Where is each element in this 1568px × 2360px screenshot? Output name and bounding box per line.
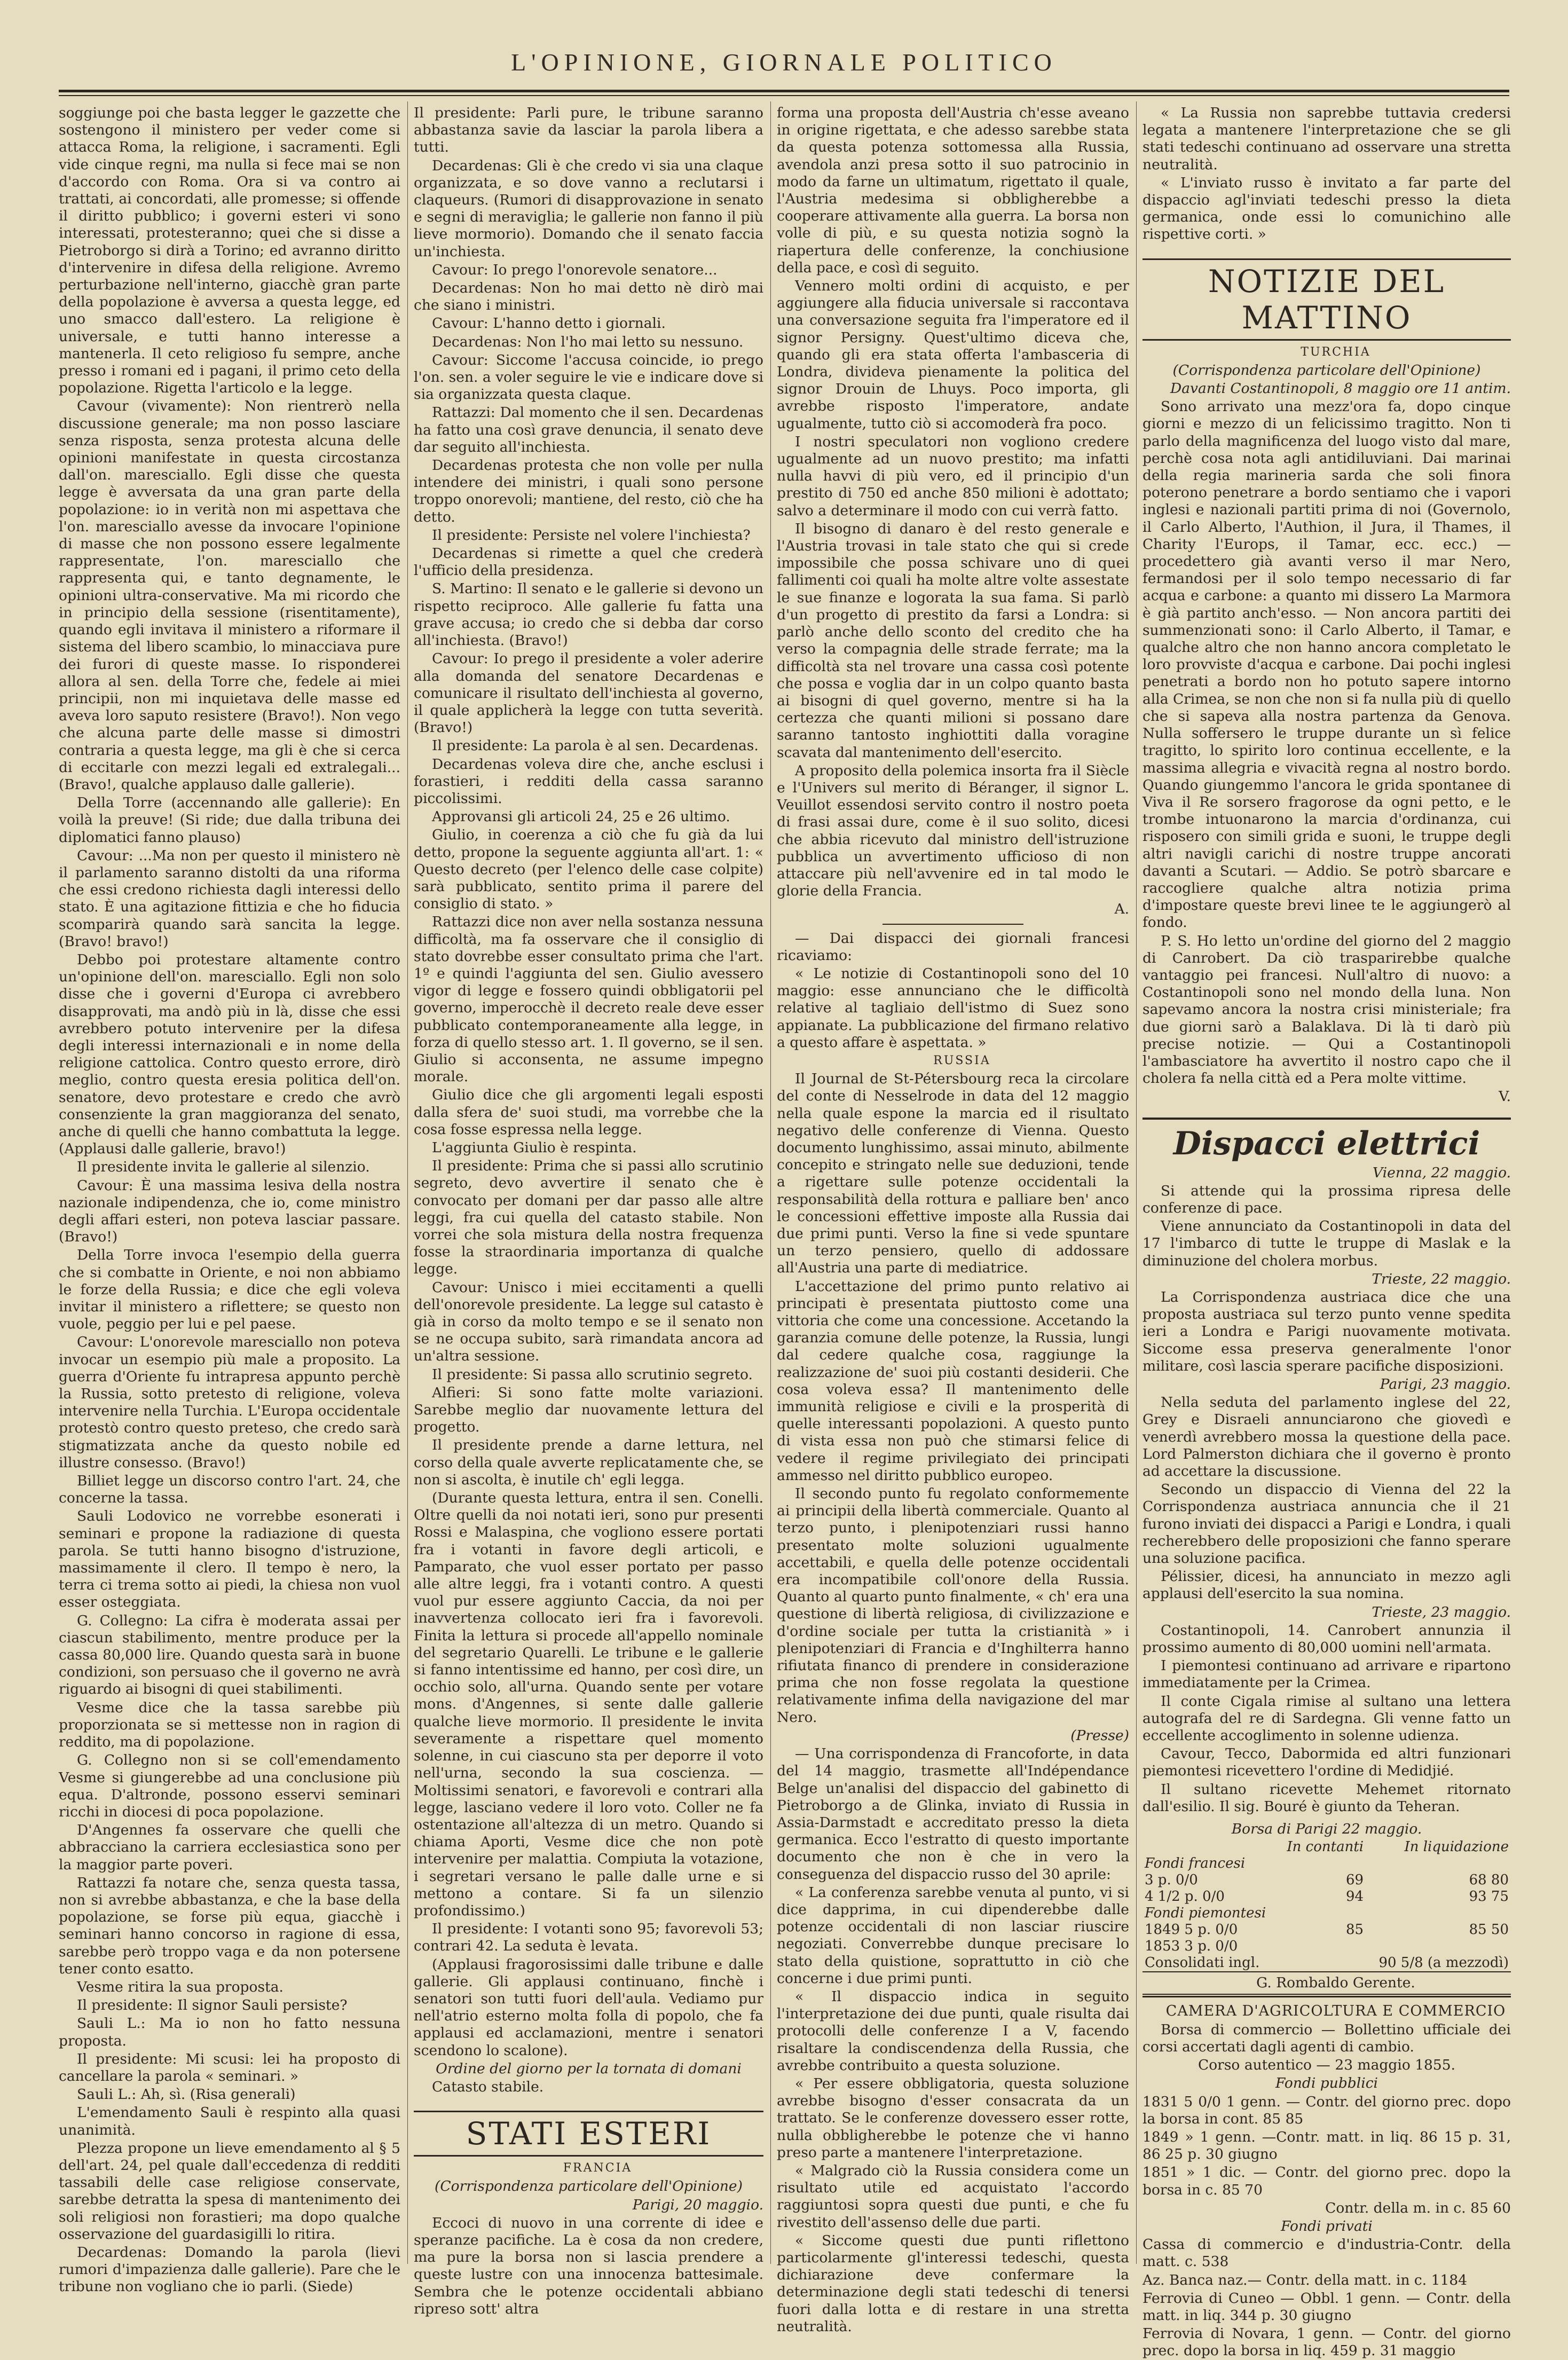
paragraph: Giulio dice che gli argomenti legali esposti dalla sfera de' suoi studi, ma vorrebbe che la cosa fosse espressa nella legge. bbox=[414, 1087, 763, 1138]
paragraph: « Siccome questi due punti riflettono particolarmente gl'interessi tedeschi, questa dichiarazione deve confermare la determinazione degli stati tedeschi di tenersi fuori dalla lotta e di restare in una stretta neutralità. bbox=[777, 2232, 1129, 2335]
paragraph: Decardenas: Non ho mai detto nè dirò mai che siano i ministri. bbox=[414, 280, 763, 314]
paragraph: Decardenas voleva dire che, anche esclusi i forastieri, i redditi della cassa saranno piccolissimi. bbox=[414, 756, 763, 807]
paragraph: A proposito della polemica insorta fra il Siècle e l'Univers sul merito di Béranger, il signor L. Veuillot essendosi servito contro il nostro poeta di frasi assai dure, come è il suo solito, dicesi che abbia ricevuto dal ministro dell'istruzione pubblica un avvertimento ufficioso di non attaccare più nell'avvenire ed in tal modo le glorie della Francia. bbox=[777, 762, 1129, 900]
dateline: Davanti Costantinopoli, 8 maggio ore 11 antim. bbox=[1170, 380, 1511, 397]
signature: V. bbox=[1499, 1088, 1511, 1105]
table-cell bbox=[1278, 1955, 1366, 1971]
table-cell bbox=[1278, 1905, 1366, 1922]
table-cell bbox=[1366, 1905, 1511, 1922]
table-cell: 68 80 bbox=[1469, 1872, 1509, 1889]
dispacci-list bbox=[1142, 1165, 1511, 1816]
paragraph: Cavour (vivamente): Non rientrerò nella discussione generale; ma non posso lasciare senza risposta, senza protesta alcuna delle opinioni manifestate in questa circostanza dall'on. maresciallo. Egli disse che questa legge è avversata da una gran parte della popolazione: io in verità non mi aspettava che l'on. maresciallo avesse da invocare l'opinione di masse che non possono essere legalmente rappresentate, l'on. maresciallo che rappresenta qui, e tanto degnamente, le opinioni ultra-conservative. Ma mi ricordo che in principio della sessione (risentitamente), quando egli invitava il ministero a riformare il sistema del libero scambio, lo minacciava pure dei furori di queste masse. Io risponderei allora al sen. della Torre che, fedele ai miei principii, non mi inquietava delle masse ed aveva loro saputo resistere (Bravo!). Non vego che alcuna parte delle masse si dimostri contraria a questa legge, ma gli è che si cerca di eccitarle con mezzi legali ed extralegali... (Bravo!, qualche applauso dalle gallerie). bbox=[59, 398, 400, 793]
paragraph: Cavour: Unisco i miei eccitamenti a quelli dell'onorevole presidente. La legge sul catasto è già in corso da molto tempo e se il senato non se ne occupa subito, sarà rimandata ancora ad un'altra sessione. bbox=[414, 1279, 763, 1365]
table-cell: 85 50 bbox=[1469, 1922, 1509, 1938]
masthead: L'OPINIONE, GIORNALE POLITICO bbox=[511, 49, 1057, 76]
paragraph: Alfieri: Si sono fatte molte variazioni. Sarebbe meglio dar nuovamente lettura del progetto. bbox=[414, 1384, 763, 1436]
paragraph: Sauli L.: Ma io non ho fatto nessuna proposta. bbox=[59, 2015, 400, 2049]
table-cell: 3 p. 0/0 bbox=[1145, 1872, 1198, 1889]
list-item: Contr. della m. in c. 85 60 bbox=[1325, 2199, 1511, 2216]
list-item: 1849 » 1 genn. —Contr. matt. in liq. 86 15 p. 31, 86 25 p. 30 giugno bbox=[1142, 2128, 1511, 2163]
table-cell bbox=[1366, 1938, 1511, 1955]
dispacci-dateline: Trieste, 22 maggio. bbox=[1372, 1270, 1511, 1287]
paragraph: Il presidente: Persiste nel volere l'inchiesta? bbox=[432, 526, 751, 544]
subsection-russia: RUSSIA bbox=[933, 1053, 991, 1067]
list-item: Ferrovia di Cuneo — Obbl. 1 genn. — Contr. della matt. in liq. 344 p. 30 giugno bbox=[1142, 2290, 1511, 2324]
paragraph: Il presidente: Mi scusi: lei ha proposto di cancellare la parola « seminari. » bbox=[59, 2050, 400, 2084]
borsa-parigi-table bbox=[1142, 1839, 1511, 1971]
paragraph: (Durante questa lettura, entra il sen. Conelli. Oltre quelli da noi notati ieri, sono pur presenti Rossi e Malaspina, che vogliono essere portati fra i votanti in favore degli articoli, e Pamparato, che vuol esser portato per passo alle altre leggi, fra i votanti contro. A questi vuol pur essere aggiunto Caccia, da noi per inavvertenza collocato ieri fra i favorevoli. Finita la lettura si procede all'appello nominale del segretario Quarelli. Le tribune e le gallerie si fanno intentissime ed hanno, per così dire, un occhio solo, all'urna. Quando sente per votare mons. d'Angennes, si sente dalle gallerie qualche lieve mormorio. Il presidente le invita severamente a rispettare quel momento solenne, in cui ciascuno sta per deporre il voto nell'urna, secondo la sua coscienza. — Moltissimi senatori, e favorevoli e contrari alla legge, lasciano vedere il loro voto. Coller ne fa ostentazione all'altezza di un metro. Quando si chiama Aporti, Vesme dice che non potè intervenire per malattia. Compiuta la votazione, i segretari versano le palle dalle urne e si mettono a contare. Si fa un silenzio profondissimo.) bbox=[414, 1490, 763, 1919]
paragraph: P. S. Ho letto un'ordine del giorno del 2 maggio di Canrobert. Da ciò trasparirebbe qualche vantaggio pei francesi. Null'altro di nuovo: a Costantinopoli sono nel mondo della luna. Non sapevamo ancora la nostra crisi ministeriale; fra due giorni sarò a Balaklava. Di là ti darò più precise notizie. — Qui a Costantinopoli l'ambasciatore ha avvertito il nostro capo che il cholera fa nella città ed a Pera molte vittime. bbox=[1142, 932, 1511, 1087]
dispacci-item: Si attende qui la prossima ripresa delle conferenze di pace. bbox=[1142, 1182, 1511, 1216]
table-cell bbox=[1278, 1938, 1366, 1955]
paragraph: Sono arrivato una mezz'ora fa, dopo cinque giorni e mezzo di un felicissimo tragitto. Non ti parlo della magnificenza del luogo visto dal mare, perchè cosa nota agli antidiluviani. Dai marinai della regia marineria sarda che soli finora poterono penetrare a bordo sentiamo che i vapori inglesi e nazionali partiti prima di noi (Governolo, il Carlo Alberto, l'Authion, il Jura, il Thames, il Charity l'Europs, il Tamar, ecc. ecc.) — procedettero già avanti verso il mar Nero, fermandosi per il solo tempo necessario di far acqua e carbone: a quanto mi dissero La Marmora è già partito anch'esso. — Non ancora partiti dei summenzionati sono: il Carlo Alberto, il Tamar, e qualche altro che non hanno ancora completato le loro provviste d'acqua e carbone. Dai pochi inglesi penetrati a bordo non ho potuto sapere intorno alla Crimea, se non che non si fa nulla più di quello che si sapeva alla nostra partenza da Genova. Nulla soffersero le truppe durante un sì felice tragitto, lo spirito loro continua eccellente, e la massima allegria e vivacità regna al nostro bordo. Quando giungemmo l'ancora le grida spontanee di Viva il Re sorsero fragorose da ogni petto, e le trombe intuonarono la marcia d'ordinanza, cui risposero con simili grida e suoni, le truppe degli altri navigli carichi di nostre truppe ancorati davanti a Scutari. — Addio. Se potrò sbarcare e raccogliere qualche altra notizia prima d'impostare queste brevi linee te le aggiungerò al fondo. bbox=[1142, 398, 1511, 931]
column-divider bbox=[770, 101, 771, 2264]
paragraph: — Dai dispacci dei giornali francesi ricaviamo: bbox=[777, 930, 1129, 964]
paragraph: « Per essere obbligatoria, questa soluzione avrebbe bisogno d'esser consacrata da un trattato. Se le conferenze dovessero esser rotte, nulla obbligherebbe le potenze che vi hanno preso parte a mantenere l'interpretazione. bbox=[777, 2075, 1129, 2161]
correspondence-note: (Corrispondenza particolare dell'Opinione) bbox=[435, 2178, 743, 2195]
list-item: 1831 5 0/0 1 genn. — Contr. del giorno prec. dopo la borsa in cont. 85 85 bbox=[1142, 2093, 1511, 2127]
table-cell: 94 bbox=[1346, 1889, 1364, 1905]
paragraph: « La conferenza sarebbe venuta al punto, vi si dice dapprima, in cui dipenderebbe dalle potenze occidentali di non lasciar riuscire negoziati. Converrebbe dunque precisare lo stato della quistione, soprattutto in ciò che concerne i due primi punti. bbox=[777, 1884, 1129, 1987]
paragraph: Sauli L.: Ah, sì. (Risa generali) bbox=[77, 2086, 296, 2103]
paragraph: « Malgrado ciò la Russia considera come un risultato utile ed acquistato l'accordo raggiuntosi sopra questi due punti, e che fu rivestito dell'assenso delle due parti. bbox=[777, 2162, 1129, 2231]
paragraph: Cavour: L'hanno detto i giornali. bbox=[432, 315, 666, 332]
table-row bbox=[1142, 1855, 1511, 1872]
table-row bbox=[1142, 1922, 1511, 1938]
table-cell: 85 bbox=[1346, 1922, 1364, 1938]
paragraph: (Applausi fragorosissimi dalle tribune e dalle gallerie. Gli applausi continuano, finchè i senatori son tutti fuori dell'aula. Vediamo pur nell'atrio esterno molta folla di popolo, che fa applausi ed acclamazioni, mentre i senatori scendono lo scalone). bbox=[414, 1956, 763, 2059]
paragraph: Rattazzi dice non aver nella sostanza nessuna difficoltà, ma fa osservare che il consiglio di stato dovrebbe esser consultato prima che l'art. 1º e quindi l'aggiunta del sen. Giulio avessero vigor di legge e fossero quindi obbligatorii pel governo, imperocchè il decreto reale deve esser pubblicato contemporaneamente alla legge, in forza di quello stesso art. 1. Il governo, se il sen. Giulio si acconsenta, ne assume impegno morale. bbox=[414, 914, 763, 1085]
column-header: In liquidazione bbox=[1404, 1839, 1509, 1855]
column-divider bbox=[1136, 101, 1137, 2264]
dispacci-item: Costantinopoli, 14. Canrobert annunzia il prossimo aumento di 80,000 uomini nell'armata. bbox=[1142, 1622, 1511, 1656]
dispacci-item: Viene annunciato da Costantinopoli in data del 17 l'imbarco di tutte le truppe di Maslak e la diminuzione del cholera morbus. bbox=[1142, 1218, 1511, 1269]
section-title-notizie: NOTIZIE DEL MATTINO bbox=[1142, 258, 1511, 341]
table-row bbox=[1142, 1872, 1511, 1889]
paragraph: Il presidente: La parola è al sen. Decardenas. bbox=[432, 737, 759, 754]
signature: A. bbox=[1114, 901, 1129, 918]
paragraph: Il presidente: I votanti sono 95; favorevoli 53; contrari 42. La seduta è levata. bbox=[414, 1921, 763, 1955]
dispacci-item: Pélissier, dicesi, ha annunciato in mezzo agli applausi dell'esercito la sua nomina. bbox=[1142, 1568, 1511, 1602]
paragraph: S. Martino: Il senato e le gallerie si devono un rispetto reciproco. Alle gallerie fu fatta una grave accusa; io credo che si debba dar corso all'inchiesta. (Bravo!) bbox=[414, 580, 763, 649]
paragraph: Rattazzi: Dal momento che il sen. Decardenas ha fatto una così grave denuncia, il senato deve dar seguito all'inchiesta. bbox=[414, 404, 763, 455]
dispacci-item: La Corrispondenza austriaca dice che una proposta austriaca sul terzo punto venne spedita ieri a Londra e Parigi nuovamente motivata. Siccome essa preserva generalmente l'onor militare, così lascia sperare pacifiche disposizioni. bbox=[1142, 1288, 1511, 1374]
list-item: Ferrovia di Novara, 1 genn. — Contr. del giorno prec. dopo la borsa in liq. 459 p. 31 maggio bbox=[1142, 2325, 1511, 2359]
paragraph: Della Torre invoca l'esempio della guerra che si combatte in Oriente, e noi non abbiamo le forze della Russia; e dice che egli voleva invitar il ministero a riflettere; se questo non vuole, peggio per lui e pel paese. bbox=[59, 1247, 400, 1333]
paragraph: Decardenas: Non l'ho mai letto su nessuno. bbox=[432, 333, 744, 350]
section-title-dispacci: Dispacci elettrici bbox=[1142, 1118, 1511, 1162]
agenda-item: Catasto stabile. bbox=[432, 2078, 544, 2095]
masthead-rule bbox=[59, 90, 1509, 92]
paragraph: — Una corrispondenza di Francoforte, in data del 14 maggio, trasmette all'Indépendance Belge un'analisi del dispaccio del gabinetto di Pietroborgo a de Glinka, inviato di Russia in Assia-Darmstadt e accreditato presso la dieta germanica. Ecco l'estratto di questo importante documento che non è che in vero la conseguenza del dispaccio russo del 30 aprile: bbox=[777, 1745, 1129, 1883]
table-header-row bbox=[1142, 1839, 1511, 1855]
paragraph: G. Collegno: La cifra è moderata assai per ciascun stabilimento, mentre produce per la cassa 80,000 lire. Quando questa sarà in buone condizioni, son persuaso che il governo ne avrà riguardo ai bisogni di quei stabilimenti. bbox=[59, 1612, 400, 1698]
correspondence-note: (Corrispondenza particolare dell'Opinione) bbox=[1172, 361, 1481, 379]
paragraph: soggiunge poi che basta legger le gazzette che sostengono il ministero per veder come si attacca Roma, la religione, i sacramenti. Egli vide cinque regni, ma nulla si fece mai se non d'accordo con Roma. Ora si va contro ai trattati, ai concordati, alle promesse; si offende il diritto pubblico; i governi esteri vi sono interessati, protesteranno; quei che si disse a Pietroborgo si dirà a Torino; ed avranno diritto d'intervenire in difesa della religione. Avremo perturbazione nell'interno, giacchè gran parte della popolazione è avversa a questa legge, ed uno smacco dall'estero. La religione è universale, e tutti hanno interesse a mantenerla. Il ceto religioso fu sempre, anche presso i romani ed i pagani, il primo ceto della popolazione. Rigetta l'articolo e la legge. bbox=[59, 105, 400, 397]
gerente: G. Rombaldo Gerente. bbox=[1142, 1971, 1511, 1995]
paragraph: I nostri speculatori non vogliono credere ugualmente ad un nuovo prestito; ma infatti nulla havvi di più vero, ed il principio d'un prestito di 750 ed anche 850 milioni è adottato; salvo a determinare il modo con cui verrà fatto. bbox=[777, 433, 1129, 519]
column-4 bbox=[1142, 105, 1511, 2359]
paragraph: « La Russia non saprebbe tuttavia credersi legata a mantenere l'interpretazione che se gli stati tedeschi continuano ad osservare una stretta neutralità. bbox=[1142, 105, 1511, 173]
paragraph: Approvansi gli articoli 24, 25 e 26 ultimo. bbox=[432, 808, 730, 825]
paragraph: Debbo poi protestare altamente contro un'opinione dell'on. maresciallo. Egli non solo disse che i governi d'Europa ci avrebbero disapprovati, ma andò più in là, disse che essi avrebbero potuto intervenire per la difesa degli interessi internazionali e in nome della religione cattolica. Contro questo errore, dirò meglio, contro questa eresia politica dell'on. senatore, devo protestare e credo che avrò consenziente la gran maggioranza del senato, anche di quelli che hanno combattuta la legge. (Applausi dalle gallerie, bravo!) bbox=[59, 951, 400, 1158]
dispacci-dateline: Trieste, 23 maggio. bbox=[1372, 1603, 1511, 1620]
paragraph: Decardenas protesta che non volle per nulla intendere dei ministri, i quali sono persone troppo onorevoli; mantiene, del resto, ciò che ha detto. bbox=[414, 457, 763, 525]
source-note: (Presse) bbox=[1070, 1727, 1129, 1744]
paragraph: forma una proposta dell'Austria ch'esse aveano in origine rigettata, e che adesso sarebbe stata da questa potenza sottomessa alla Russia, avendola anzi presa sotto il suo patrocinio in modo da farne un ultimatum, rigettato il quale, l'Austria medesima si obbligherebbe a cooperare attivamente alla guerra. La borsa non volle di più, e su questa notizia sognò la riapertura delle conferenze, la conchiusione della pace, e così di seguito. bbox=[777, 105, 1129, 276]
paragraph: Vesme ritira la sua proposta. bbox=[77, 1978, 283, 1995]
table-cell: 93 75 bbox=[1469, 1889, 1509, 1905]
paragraph: Cavour: Io prego il presidente a voler aderire alla domanda del senatore Decardenas e comunicare il risultato dell'inchiesta al governo, il quale applicherà la legge con tutta severità. (Bravo!) bbox=[414, 650, 763, 736]
dispacci-item: Secondo un dispaccio di Vienna del 22 la Corrispondenza austriaca annuncia che il 21 furono inviati dei dispacci a Parigi e Londra, i quali recherebbero delle proposizioni che fanno sperare una soluzione pacifica. bbox=[1142, 1481, 1511, 1567]
paragraph: Decardenas: Domando la parola (lievi rumori d'impazienza dalle gallerie). Pare che le tribune non vogliano che io parli. (Siede) bbox=[59, 2244, 400, 2295]
paragraph: Cavour: È una massima lesiva della nostra nazionale indipendenza, che io, come ministro degli affari esteri, non poteva lasciar passare. (Bravo!) bbox=[59, 1177, 400, 1246]
table-cell bbox=[1366, 1855, 1511, 1872]
borsa-parigi-title: Borsa di Parigi 22 maggio. bbox=[1231, 1821, 1422, 1838]
agenda-heading: Ordine del giorno per la tornata di domani bbox=[436, 2060, 742, 2077]
table-row bbox=[1142, 1889, 1511, 1905]
camera-intro: Borsa di commercio — Bollettino ufficiale dei corsi accertati dagli agenti di cambio. bbox=[1142, 2021, 1511, 2055]
list-item: Cassa di commercio e d'industria-Contr. della matt. c. 538 bbox=[1142, 2236, 1511, 2270]
paragraph: Il bisogno di danaro è del resto generale e l'Austria trovasi in tale stato che qui si crede impossibile che possa schivare uno di quei fallimenti coi quali ha molte altre volte assestate le sue finanze e logorata la sua fama. Si parlò d'un progetto di prestito da farsi a Londra: si parlò anche dello sconto del credito che ha verso la compagnia delle strade ferrate; ma la difficoltà sta nel trovare una cassa così potente che possa e voglia dar in un colpo quanto basta ai bisogni di quel governo, mentre si ha la certezza che quanti milioni si possano dare saranno tantosto inghiottiti dalla voragine scavata dal mantenimento dell'esercito. bbox=[777, 520, 1129, 761]
paragraph: L'emendamento Sauli è respinto alla quasi unanimità. bbox=[59, 2104, 400, 2138]
borsa-rows bbox=[1142, 1855, 1511, 1971]
paragraph: Il presidente prende a darne lettura, nel corso della quale avverte replicatamente che, se non si ascolta, è inutile ch' egli legga. bbox=[414, 1437, 763, 1488]
dispacci-dateline: Vienna, 22 maggio. bbox=[1373, 1164, 1511, 1181]
fondi-pubblici-heading: Fondi pubblici bbox=[1275, 2075, 1378, 2092]
table-cell: 90 5/8 (a mezzodì) bbox=[1378, 1955, 1509, 1971]
list-item: 1851 » 1 dic. — Contr. del giorno prec. dopo la borsa in c. 85 70 bbox=[1142, 2164, 1511, 2198]
fondi-privati-heading: Fondi privati bbox=[1281, 2217, 1373, 2235]
paragraph: L'accettazione del primo punto relativo ai principati è presentata piuttosto come una vittoria che come una concessione. Accetando la garanzia comune delle potenze, la Russia, lungi dal cedere qualche cosa, raggiunge la realizzazione de' suoi più costanti desiderii. Che cosa voleva essa? Il mantenimento delle immunità religiose e civili e la prosperità di quelle interessanti popolazioni. A questo punto di vista essa non può che stimarsi felice di vedere il regime privilegiato dei principati ammesso nel diritto pubblico europeo. bbox=[777, 1278, 1129, 1484]
paragraph: « Il dispaccio indica in seguito l'interpretazione dei due punti, quale risulta dai protocolli delle conferenze I a V, facendo risaltare la condiscendenza della Russia, che avrebbe contribuito a questa soluzione. bbox=[777, 1988, 1129, 2074]
paragraph: Cavour: L'onorevole maresciallo non poteva invocar un esempio più male a proposito. La guerra d'Oriente fu intrapresa appunto perchè la Russia, sotto pretesto di religione, voleva intervenire nella Turchia. L'Europa occidentale protestò contro questo preteso, che credo sarà stigmatizzata anche da questo nobile ed illustre consesso. (Bravo!) bbox=[59, 1334, 400, 1471]
column-1 bbox=[59, 105, 400, 2295]
table-cell: 4 1/2 p. 0/0 bbox=[1145, 1889, 1225, 1905]
paragraph: Sauli Lodovico ne vorrebbe esonerati i seminari e propone la radiazione di questa parola. Se tutti hanno bisogno d'istruzione, massimamente il clero. Il tempo è nero, la terra ci trema sotto ai piedi, la chiesa non vuol esser osteggiata. bbox=[59, 1508, 400, 1611]
column-3 bbox=[777, 105, 1129, 2335]
masthead-rule-thin bbox=[59, 95, 1509, 96]
divider bbox=[883, 924, 1023, 925]
paragraph: Cavour: ...Ma non per questo il ministero nè il parlamento saranno distolti da una riforma che essi credono richiesta dagli interessi dello stato. È una agitazione fittizia e che ho fiducia scomparirà quando sarà sancita la legge. (Bravo! bravo!) bbox=[59, 847, 400, 950]
dateline: Parigi, 20 maggio. bbox=[632, 2196, 763, 2213]
table-cell: Fondi francesi bbox=[1145, 1855, 1246, 1872]
section-title-stati-esteri: STATI ESTERI bbox=[414, 2111, 763, 2157]
dispacci-item: Il conte Cigala rimise al sultano una lettera autografa del re di Sardegna. Gli venne fatto un eccellente accoglimento in solenne udienza. bbox=[1142, 1693, 1511, 1744]
paragraph: « Le notizie di Costantinopoli sono del 10 maggio: esse annunciano che le difficoltà relative al tagliaio dell'istmo di Suez sono appianate. La pubblicazione del firmano relativo a questo affare è aspettata. » bbox=[777, 965, 1129, 1051]
dispacci-item: Cavour, Tecco, Dabormida ed altri funzionari piemontesi ricevettero l'ordine di Medidjié. bbox=[1142, 1745, 1511, 1780]
paragraph: Il presidente invita le gallerie al silenzio. bbox=[77, 1159, 370, 1176]
paragraph: D'Angennes fa osservare che quelli che abbracciano la carriera ecclesiastica sono per la maggior parte poveri. bbox=[59, 1822, 400, 1873]
paragraph: Eccoci di nuovo in una corrente di idee e speranze pacifiche. La è cosa da non credere, ma pure la borsa non si lascia prendere a queste lustre con una innocenza battesimale. Sembra che le potenze occidentali abbiano ripreso sott' altra bbox=[414, 2214, 763, 2317]
table-row bbox=[1142, 1905, 1511, 1922]
paragraph: Rattazzi fa notare che, senza questa tassa, non si avrebbe abbastanza, e che la base della popolazione, se forse più equa, giacchè i seminari hanno concorso in ragione di essa, sarebbe però troppo vaga e da non potersene tener conto esatto. bbox=[59, 1874, 400, 1977]
column-2 bbox=[414, 105, 763, 2317]
paragraph: Cavour: Io prego l'onorevole senatore... bbox=[432, 261, 718, 278]
paragraph: L'aggiunta Giulio è respinta. bbox=[432, 1139, 637, 1156]
paragraph: Il presidente: Si passa allo scrutinio segreto. bbox=[432, 1366, 753, 1383]
table-cell: Consolidati ingl. bbox=[1145, 1955, 1260, 1971]
table-cell: Fondi piemontesi bbox=[1145, 1905, 1266, 1922]
table-cell: 1849 5 p. 0/0 bbox=[1145, 1922, 1238, 1938]
paragraph: Decardenas si rimette a quel che crederà l'ufficio della presidenza. bbox=[414, 545, 763, 579]
paragraph: Il secondo punto fu regolato conformemente ai principii della libertà commerciale. Quanto al terzo punto, i plenipotenziari russi hanno presentato molte soluzioni ugualmente accettabili, e quella delle potenze occidentali era incompatibile coll'onore della Russia. Quanto al quarto punto finalmente, « ch' era una questione di libertà religiosa, di civilizzazione e d'ordine sociale per tutta la cristianità » i plenipotenziari di Francia e d'Inghilterra hanno rifiutata financo di prendere in considerazione prima che non fosse regolata la questione relativamente infima della navigazione del mar Nero. bbox=[777, 1485, 1129, 1726]
paragraph: Della Torre (accennando alle gallerie): En voilà la preuve! (Si ride; due dalla tribuna dei diplomatici fanno plauso) bbox=[59, 794, 400, 846]
paragraph: Vesme dice che la tassa sarebbe più proporzionata se si mettesse non in ragion di reddito, ma di popolazione. bbox=[59, 1699, 400, 1751]
table-cell: 69 bbox=[1346, 1872, 1364, 1889]
list-item: Az. Banca naz.— Contr. della matt. in c. 1184 bbox=[1142, 2271, 1468, 2288]
paragraph: Il presidente: Prima che si passi allo scrutinio segreto, devo avvertire il senato che è convocato per domani per dar passo alle altre leggi, fra cui quella del catasto stabile. Non vorrei che sola mistura della nostra frequenza fosse la straordinaria importanza di qualche legge. bbox=[414, 1158, 763, 1278]
table-row bbox=[1142, 1938, 1511, 1955]
dispacci-item: Il sultano ricevette Mehemet ritornato dall'esilio. Il sig. Bouré è giunto da Teheran. bbox=[1142, 1781, 1511, 1815]
paragraph: « L'inviato russo è invitato a far parte del dispaccio agl'inviati tedeschi presso la dieta germanica, onde essi lo comunichino alle rispettive corti. » bbox=[1142, 174, 1511, 243]
paragraph: G. Collegno non si se coll'emendamento Vesme si giungerebbe ad una conclusione più equa. D'altronde, possono esservi seminari ricchi in diocesi di poca popolazione. bbox=[59, 1752, 400, 1820]
dispacci-item: I piemontesi continuano ad arrivare e ripartono immediatamente per la Crimea. bbox=[1142, 1657, 1511, 1692]
paragraph: Il presidente: Il signor Sauli persiste? bbox=[77, 1997, 348, 2014]
column-divider bbox=[407, 101, 408, 2264]
table-row bbox=[1142, 1955, 1511, 1971]
paragraph: Cavour: Siccome l'accusa coincide, io prego l'on. sen. a voler seguire le vie e indicare dove si sia organizzata questa claque. bbox=[414, 351, 763, 403]
paragraph: Vennero molti ordini di acquisto, e per aggiungere alla fiducia universale si raccontava una conversazione seguita fra l'imperatore ed il signor Persigny. Quest'ultimo diceva che, quando gli era stata offerta l'ambasceria di Londra, divideva pienamente la politica del signor Drouin de Lhuys. Poco importa, gli avrebbe risposto l'imperatore, andate ugualmente, tutto ciò si accomoderà fra poco. bbox=[777, 278, 1129, 432]
paragraph: Il presidente: Parli pure, le tribune saranno abbastanza savie da lasciar la parola libera a tutti. bbox=[414, 105, 763, 156]
subsection-francia: FRANCIA bbox=[563, 2161, 633, 2175]
table-cell: 1853 3 p. 0/0 bbox=[1145, 1938, 1238, 1955]
paragraph: Il Journal de St-Pétersbourg reca la circolare del conte di Nesselrode in data del 12 maggio nella quale espone la marcia ed il risultato negativo delle conferenze di Vienna. Questo documento lunghissimo, assai minuto, abilmente concepito e stringato nelle sue deduzioni, tende a rigettare sulle potenze occidentali la responsabilità della rottura e palliare ben' anco le concessioni effettive imposte alla Russia dai due primi punti. Verso la fine si vede spuntare un terzo pensiero, quello di addossare all'Austria una parte di mediatrice. bbox=[777, 1071, 1129, 1277]
dispacci-dateline: Parigi, 23 maggio. bbox=[1380, 1376, 1511, 1393]
corso-line: Corso autentico — 23 maggio 1855. bbox=[1197, 2057, 1456, 2074]
subsection-turchia: TURCHIA bbox=[1301, 345, 1371, 359]
camera-title: CAMERA D'AGRICOLTURA E COMMERCIO bbox=[1142, 1996, 1511, 2020]
paragraph: Billiet legge un discorso contro l'art. 24, che concerne la tassa. bbox=[59, 1473, 400, 1507]
table-cell bbox=[1278, 1855, 1366, 1872]
paragraph: Giulio, in coerenza a ciò che fu già da lui detto, propone la seguente aggiunta all'art. 1: « Questo decreto (per l'elenco delle case colpite) sarà pubblicato, sentito prima il parere del consiglio di stato. » bbox=[414, 827, 763, 912]
column-header: In contanti bbox=[1287, 1839, 1364, 1855]
paragraph: Decardenas: Gli è che credo vi sia una claque organizzata, e so dove vanno a reclutarsi i claqueurs. (Rumori di disapprovazione in senato e segni di meraviglia; le gallerie non fanno il più lieve mormorio). Domando che il senato faccia un'inchiesta. bbox=[414, 157, 763, 260]
paragraph: Plezza propone un lieve emendamento al § 5 dell'art. 24, pel quale dall'eccedenza di redditi tassabili delle case religiose conservate, sarebbe detratta la spesa di mantenimento dei soli religiosi non forastieri; ma dopo qualche osservazione del guardasigilli lo ritira. bbox=[59, 2139, 400, 2243]
dispacci-item: Nella seduta del parlamento inglese del 22, Grey e Disraeli annunciarono che giovedì e venerdì avrebbero mossa la questione della pace. Lord Palmerston dichiara che il governo è pronto ad accettare la discussione. bbox=[1142, 1394, 1511, 1480]
